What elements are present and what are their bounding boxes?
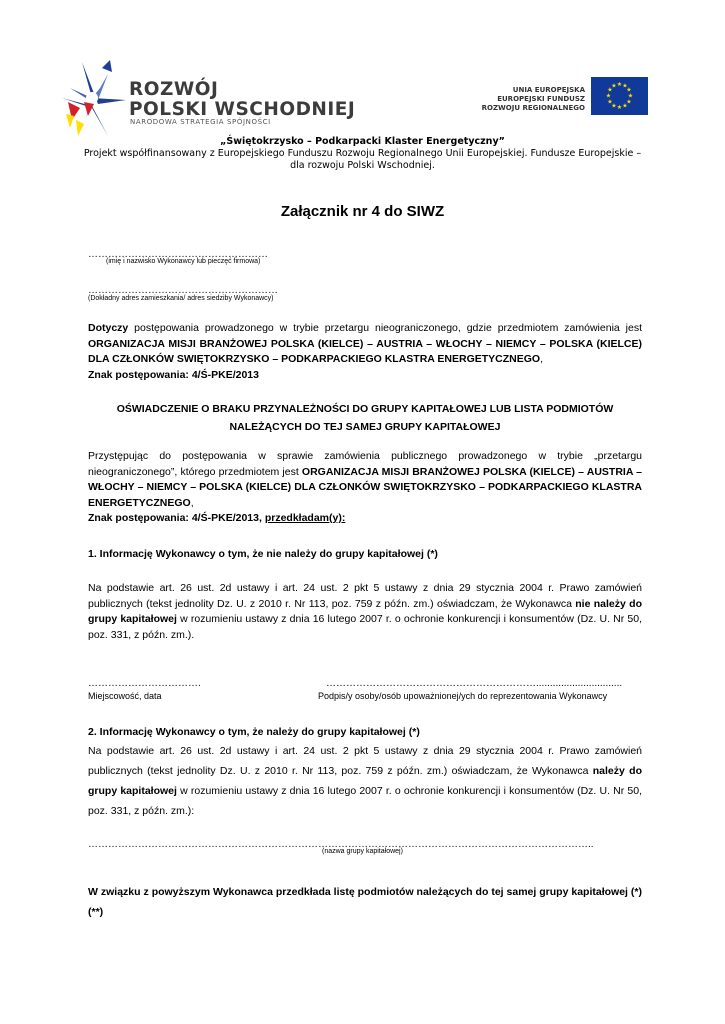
signature-field: ………………………………………………………...............................: [326, 678, 623, 689]
eu-logo-text: [482, 86, 585, 113]
section2-paragraph: [88, 741, 642, 821]
proceeding-text: Przystępując do postępowania w sprawie zamówienia publicznego prowadzonego w trybie „przetargu nieograniczonego”, którego przedmiotem jest: [88, 450, 642, 478]
contractor-name-caption: (imię i nazwisko Wykonawcy lub pieczęć firmowa): [106, 258, 261, 265]
place-date-caption: Miejscowość, data: [88, 691, 162, 701]
eu-logo-line3: ROZWOJU REGIONALNEGO: [481, 104, 585, 112]
statement-heading-line2: NALEŻĄCYCH DO TEJ SAMEJ GRUPY KAPITAŁOWEJ: [229, 421, 501, 433]
section1-heading: 1. Informację Wykonawcy o tym, że nie należy do grupy kapitałowej (*): [88, 548, 438, 560]
rozwoj-polski-wschodniej-logo-icon: [62, 58, 128, 136]
intro-reference-number: Znak postępowania: 4/Ś-PKE/2013: [88, 368, 259, 381]
section2-heading: 2. Informację Wykonawcy o tym, że należy do grupy kapitałowej (*): [88, 726, 420, 738]
svg-text:★: ★: [607, 98, 613, 106]
capital-group-name-caption: (nazwa grupy kapitałowej): [322, 848, 403, 855]
section2-text1: Na podstawie art. 26 ust. 2d ustawy i art. 24 ust. 2 pkt 5 ustawy z dnia 29 stycznia 2004 r. Prawo zamówień publicznych (tekst jednolity Dz. U. z 2010 r. Nr 113, poz. 759 z późn. zm.) oświadczam, że Wykonawca: [88, 745, 642, 777]
section1-text2: w rozumieniu ustawy z dnia 16 lutego 2007 r. o ochronie konkurencji i konsumentów (Dz. U. Nr 50, poz. 331, z późn. zm.).: [88, 613, 643, 641]
svg-text:★: ★: [605, 92, 612, 100]
proceeding-comma: ,: [190, 496, 194, 509]
project-cofinancing-note: [60, 148, 665, 172]
section1-bold: nie należy do grupy kapitałowej: [88, 597, 643, 625]
page-title: Załącznik nr 4 do SIWZ: [280, 203, 445, 220]
intro-text: postępowania prowadzonego w trybie przetargu nieograniczonego, gdzie przedmiotem zamówienia jest: [128, 322, 642, 334]
svg-text:★: ★: [622, 82, 628, 90]
contractor-address-caption: (Dokładny adres zamieszkania/ adres siedziby Wykonawcy): [88, 295, 274, 302]
place-date-field: …………………………….: [88, 678, 201, 689]
eu-logo-line1: UNIA EUROPEJSKA: [512, 86, 585, 94]
svg-text:★: ★: [622, 102, 628, 110]
svg-text:★: ★: [611, 102, 617, 110]
section2-text2: w rozumieniu ustawy z dnia 16 lutego 2007 r. o ochronie konkurencji i konsumentów (Dz. U. Nr 50, poz. 331, z późn. zm.):: [88, 785, 643, 817]
svg-text:★: ★: [627, 92, 634, 100]
proceeding-subject: ORGANIZACJA MISJI BRANŻOWEJ POLSKA (KIELCE) – AUSTRIA – WŁOCHY – NIEMCY – POLSKA (KIELCE) DLA CZŁONKÓW SWIĘTOKRZYSKO – PODKARPACKIEGO KLASTRA ENERGETYCZNEGO: [88, 465, 642, 509]
svg-text:★: ★: [626, 98, 632, 106]
logo-title-line2: POLSKI WSCHODNIEJ: [129, 99, 356, 120]
proceeding-paragraph: [88, 449, 642, 527]
contractor-address-field: …………………………………………………: [88, 285, 278, 296]
capital-group-name-field: ……………………………………………………………………………………………………………………………………..: [88, 839, 594, 850]
eu-logo-line2: EUROPEJSKI FUNDUSZ: [497, 95, 585, 103]
intro-subject: ORGANIZACJA MISJI BRANŻOWEJ POLSKA (KIELCE) – AUSTRIA – WŁOCHY – NIEMCY – POLSKA (KIELCE) DLA CZŁONKÓW SWIĘTOKRZYSKO – PODKARPACKIEGO KLASTRA ENERGETYCZNEGO: [88, 337, 642, 365]
project-line2: dla rozwoju Polski Wschodniej.: [290, 160, 435, 171]
logo-title-line1: ROZWÓJ: [129, 79, 219, 100]
section1-paragraph: [88, 581, 642, 643]
cluster-title: „Świętokrzysko – Podkarpacki Klaster Energetyczny”: [220, 136, 505, 147]
intro-paragraph: [88, 321, 642, 383]
svg-text:★: ★: [626, 86, 632, 94]
svg-text:★: ★: [611, 82, 617, 90]
contractor-name-field: ………………………………………………: [88, 249, 268, 260]
section1-text1: Na podstawie art. 26 ust. 2d ustawy i art. 24 ust. 2 pkt 5 ustawy z dnia 29 stycznia 2004 r. Prawo zamówień publicznych (tekst jednolity Dz. U. z 2010 r. Nr 113, poz. 759 z późn. zm.) oświadczam, że Wykonawca: [88, 582, 642, 610]
eu-flag-icon: [591, 77, 648, 115]
proceeding-reference-number: Znak postępowania: 4/Ś-PKE/2013,: [88, 512, 265, 524]
svg-text:★: ★: [616, 104, 623, 111]
svg-text:★: ★: [616, 81, 623, 88]
logo-subtitle: NARODOWA STRATEGIA SPÓJNOŚCI: [130, 118, 271, 126]
statement-heading: [88, 400, 642, 436]
statement-heading-line1: OŚWIADCZENIE O BRAKU PRZYNALEŻNOŚCI DO GRUPY KAPITAŁOWEJ LUB LISTA PODMIOTÓW: [116, 403, 614, 415]
intro-dotyczy: Dotyczy: [88, 322, 129, 334]
proceeding-submit-label: przedkładam(y):: [264, 512, 346, 524]
svg-text:★: ★: [607, 86, 613, 94]
final-statement: W związku z powyższym Wykonawca przedkłada listę podmiotów należących do tej samej grupy kapitałowej (*) (**): [88, 886, 642, 918]
section2-bold: należy do grupy kapitałowej: [88, 765, 642, 797]
project-line1: Projekt współfinansowany z Europejskiego Funduszu Rozwoju Regionalnego Unii Europejskiej. Fundusze Europejskie –: [83, 148, 642, 159]
signature-caption: Podpis/y osoby/osób upoważnionej/ych do reprezentowania Wykonawcy: [318, 691, 608, 701]
intro-comma: ,: [540, 353, 544, 365]
